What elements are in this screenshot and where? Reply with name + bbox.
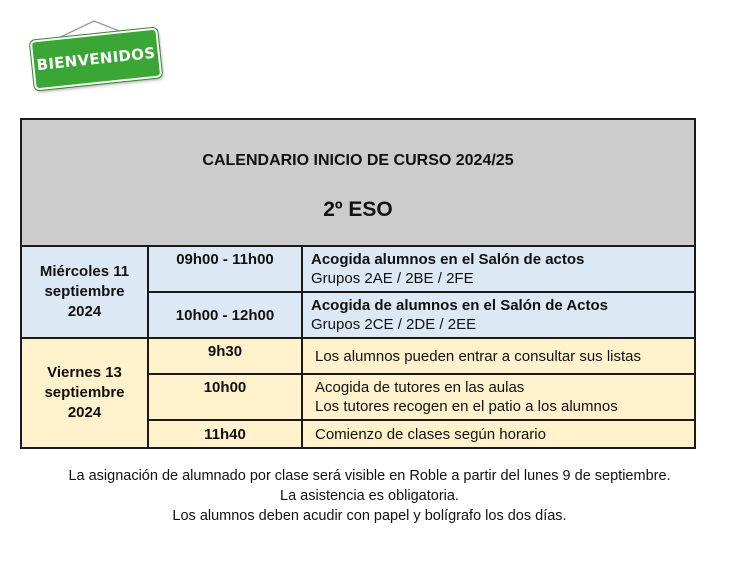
grade-title: 2º ESO — [323, 197, 393, 221]
note-line: La asignación de alumnado por clase será visible en Roble a partir del lunes 9 de septiembre. — [68, 468, 671, 484]
time-cell: 9h30 — [148, 338, 302, 374]
activity-line: Los tutores recogen en el patio a los alumnos — [315, 398, 618, 415]
activity-cell — [302, 292, 695, 338]
calendar-title: CALENDARIO INICIO DE CURSO 2024/25 — [202, 151, 514, 169]
footnotes — [0, 466, 739, 526]
time-cell: 10h00 - 12h00 — [148, 292, 302, 338]
sign-text: BIENVENIDOS — [35, 43, 157, 75]
activity-line: Los alumnos pueden entrar a consultar sus listas — [315, 347, 642, 365]
day-line: 2024 — [67, 303, 102, 320]
welcome-sign — [28, 18, 160, 88]
note-line: Los alumnos deben acudir con papel y bolígrafo los dos días. — [172, 508, 567, 524]
activity-cell — [302, 338, 695, 374]
table-row — [21, 246, 695, 292]
time-cell: 11h40 — [148, 420, 302, 448]
header-row — [21, 119, 695, 246]
day-line: 2024 — [67, 404, 102, 421]
table-row — [21, 338, 695, 374]
activity-line: Acogida de tutores en las aulas — [315, 379, 525, 396]
day-line: Miércoles 11 — [39, 263, 130, 280]
activity-line: Comienzo de clases según horario — [315, 425, 546, 443]
time-cell: 09h00 - 11h00 — [148, 246, 302, 292]
course-calendar-table — [20, 118, 696, 449]
day-line: septiembre — [44, 283, 125, 300]
activity-cell — [302, 420, 695, 448]
day-cell-friday — [21, 338, 148, 448]
activity-cell — [302, 246, 695, 292]
day-cell-wednesday — [21, 246, 148, 338]
day-line: Viernes 13 — [47, 364, 122, 381]
activity-cell — [302, 374, 695, 420]
activity-groups: Grupos 2CE / 2DE / 2EE — [311, 316, 477, 333]
activity-title: Acogida alumnos en el Salón de actos — [311, 251, 585, 268]
header-cell — [21, 119, 695, 246]
activity-groups: Grupos 2AE / 2BE / 2FE — [311, 270, 474, 287]
time-cell: 10h00 — [148, 374, 302, 420]
activity-title: Acogida de alumnos en el Salón de Actos — [311, 297, 609, 314]
day-line: septiembre — [44, 384, 125, 401]
note-line: La asistencia es obligatoria. — [280, 488, 459, 504]
